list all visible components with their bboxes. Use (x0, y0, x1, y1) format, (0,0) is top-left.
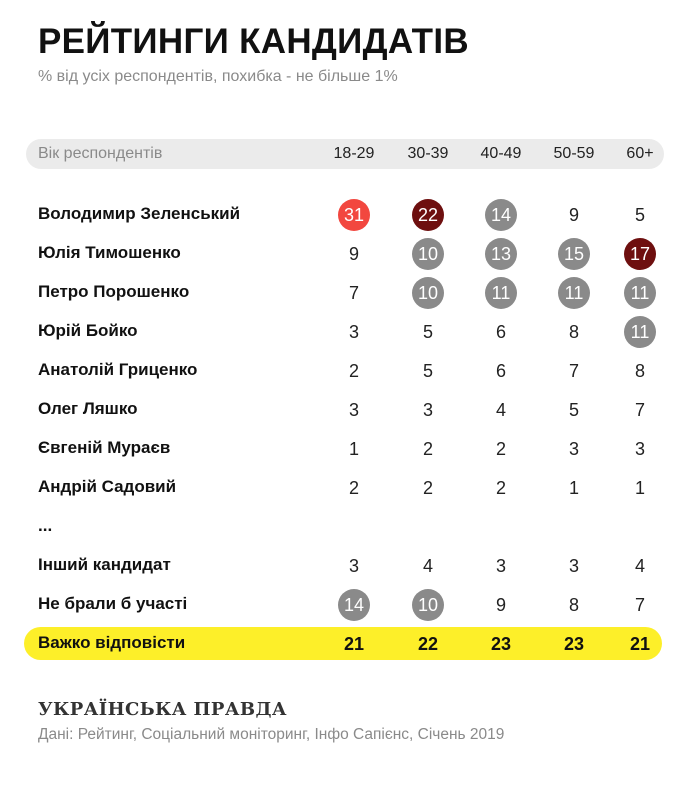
value-cell: 1 (634, 478, 645, 498)
table-row (0, 468, 690, 507)
value-cell: 23 (563, 634, 585, 654)
table-row (0, 390, 690, 429)
age-header-label: Вік респондентів (38, 145, 163, 162)
value-cell: 21 (629, 634, 651, 654)
table-row-highlight (0, 624, 690, 663)
value-cell: 9 (348, 244, 359, 264)
value-circle: 10 (412, 238, 444, 270)
table-row (0, 507, 690, 546)
value-cell: 2 (495, 439, 506, 459)
value-cell: 8 (568, 595, 579, 615)
row-label: Анатолій Гриценко (38, 360, 198, 379)
value-cell: 7 (568, 361, 579, 381)
value-cell: 3 (348, 400, 359, 420)
value-circle: 11 (558, 277, 590, 309)
table-row (0, 351, 690, 390)
value-circle: 11 (485, 277, 517, 309)
value-circle: 10 (412, 589, 444, 621)
value-cell: 6 (495, 361, 506, 381)
value-cell: 3 (348, 556, 359, 576)
row-label: Володимир Зеленський (38, 204, 241, 223)
value-circle: 15 (558, 238, 590, 270)
column-header: 30-39 (407, 145, 449, 162)
value-cell: 2 (495, 478, 506, 498)
row-label: Петро Порошенко (38, 282, 190, 301)
value-circle: 31 (338, 199, 370, 231)
value-circle: 11 (624, 316, 656, 348)
value-cell: 6 (495, 322, 506, 342)
value-cell: 3 (422, 400, 433, 420)
value-circle: 14 (338, 589, 370, 621)
value-circle: 22 (412, 199, 444, 231)
chart-title: РЕЙТИНГИ КАНДИДАТІВ (38, 22, 469, 61)
column-header: 60+ (626, 145, 654, 162)
value-cell: 22 (417, 634, 439, 654)
source-note: Дані: Рейтинг, Соціальний моніторинг, Інфо Сапієнс, Січень 2019 (38, 726, 505, 743)
table-row (0, 234, 690, 273)
value-cell: 7 (348, 283, 359, 303)
value-cell: 5 (422, 361, 433, 381)
table-row (0, 273, 690, 312)
row-label: ... (38, 516, 53, 535)
value-cell: 1 (568, 478, 579, 498)
value-cell: 8 (634, 361, 645, 381)
value-circle: 11 (624, 277, 656, 309)
value-cell: 5 (422, 322, 433, 342)
table-row (0, 195, 690, 234)
row-label: Юлія Тимошенко (38, 243, 181, 262)
value-cell: 5 (634, 205, 645, 225)
value-cell: 3 (568, 439, 579, 459)
row-label: Юрій Бойко (38, 321, 138, 340)
row-label: Важко відповісти (38, 633, 186, 652)
value-cell: 4 (495, 400, 506, 420)
value-cell: 3 (634, 439, 645, 459)
value-cell: 21 (343, 634, 365, 654)
column-header: 18-29 (333, 145, 375, 162)
value-cell: 4 (422, 556, 433, 576)
value-cell: 23 (490, 634, 512, 654)
value-cell: 5 (568, 400, 579, 420)
value-cell: 7 (634, 400, 645, 420)
value-cell: 3 (568, 556, 579, 576)
value-cell: 7 (634, 595, 645, 615)
value-cell: 9 (495, 595, 506, 615)
row-label: Інший кандидат (38, 555, 171, 574)
value-cell: 3 (348, 322, 359, 342)
chart-subtitle: % від усіх респондентів, похибка - не більше 1% (38, 68, 398, 85)
value-cell: 3 (495, 556, 506, 576)
row-label: Олег Ляшко (38, 399, 138, 418)
value-circle: 14 (485, 199, 517, 231)
value-cell: 2 (348, 361, 359, 381)
row-label: Не брали б участі (38, 594, 188, 613)
value-circle: 10 (412, 277, 444, 309)
value-cell: 4 (634, 556, 645, 576)
value-cell: 2 (422, 478, 433, 498)
value-cell: 2 (422, 439, 433, 459)
value-cell: 2 (348, 478, 359, 498)
value-circle: 17 (624, 238, 656, 270)
table-row (0, 585, 690, 624)
value-circle: 13 (485, 238, 517, 270)
brand-logo: УКРАЇНСЬКА ПРАВДА (38, 699, 287, 720)
column-header: 40-49 (480, 145, 522, 162)
table-row (0, 546, 690, 585)
row-label: Євгеній Мураєв (38, 438, 171, 457)
table-row (0, 429, 690, 468)
row-label: Андрій Садовий (38, 477, 177, 496)
table-row (0, 312, 690, 351)
value-cell: 9 (568, 205, 579, 225)
value-cell: 1 (348, 439, 359, 459)
value-cell: 8 (568, 322, 579, 342)
column-header: 50-59 (553, 145, 595, 162)
